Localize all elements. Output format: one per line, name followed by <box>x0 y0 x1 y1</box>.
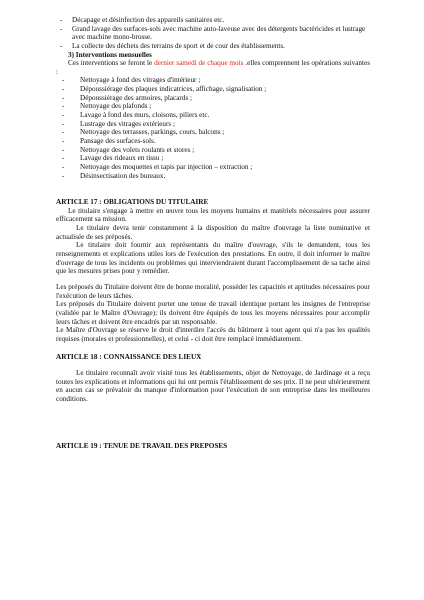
highlighted-schedule: dernier samedi de chaque mois <box>154 59 244 68</box>
list-item: - Dépoussiérage des plaques indicatrices, affichage, signalisation ; <box>56 85 370 94</box>
section-intro: Ces interventions se feront le dernier samedi de chaque mois .elles comprennent les opérations suivantes : <box>56 59 370 76</box>
top-bullet-list <box>56 16 370 51</box>
article-17-paragraph: Les préposés du Titulaire doivent porter une tenue de travail identique portant les insignes de l'entreprise (validée par le Maître d'Ouvrage); ils doivent être équipés de tous les moyens nécessaires pour accomplir leurs tâches et doivent être encadrés par un responsable. <box>56 300 370 326</box>
list-item: - Lavage à fond des murs, cloisons, piliers etc. <box>56 111 370 120</box>
article-17-paragraph: Le titulaire devra tenir constamment à la disposition du maître d'ouvrage la liste nominative et actualisée de ses préposés. <box>56 224 370 241</box>
monthly-operations-list <box>56 76 370 180</box>
article-17-paragraph: Les préposés du Titulaire doivent être de bonne moralité, posséder les capacités et aptitudes nécessaires pour l'exécution de leurs tâches. <box>56 282 370 300</box>
list-item: - Pansage des surfaces-sols. <box>56 137 370 146</box>
article-17-paragraph: Le titulaire doit fournir aux représentants du maître d'ouvrage, s'ils le demandent, tous les renseignements et explications utiles lors de l'exécution des prestations. En outre, il doit informer le maître d'ouvrage de tous les incidents ou problèmes qui interviendraient durant l'accomplissement de sa tache ainsi que les mesures prises pour y remédier. <box>56 241 370 276</box>
list-item: - Nettoyage des terrasses, parkings, cours, balcons ; <box>56 128 370 137</box>
list-item: - Nettoyage à fond des vitrages d'intérieur ; <box>56 76 370 85</box>
article-17-paragraph: Le Maître d'Ouvrage se réserve le droit d'interdire l'accès du bâtiment à tout agent qui n'a pas les qualités requises (morales et professionnelles), et celui - ci doit être remplacé immédiatement. <box>56 326 370 343</box>
list-item: - Grand lavage des surfaces-sols avec machine auto-laveuse avec des détergents bactéricides et lustrage avec machine mono-brosse. <box>56 25 370 42</box>
list-item: - Nettoyage des plafonds ; <box>56 102 370 111</box>
list-item: - Lustrage des vitrages extérieurs ; <box>56 120 370 129</box>
article-18-title: ARTICLE 18 : CONNAISSANCE DES LIEUX <box>56 353 202 362</box>
list-item: - Nettoyage des volets roulants et stores ; <box>56 146 370 155</box>
list-item: - Dépoussiérage des armoires, placards ; <box>56 94 370 103</box>
article-17-title: ARTICLE 17 : OBLIGATIONS DU TITULAIRE <box>56 198 209 207</box>
list-item: - Désinsectisation des bureaux. <box>56 172 370 181</box>
list-item: - Décapage et désinfection des appareils sanitaires etc. <box>56 16 370 25</box>
list-item: - Nettoyage des moquettes et tapis par injection – extraction ; <box>56 163 370 172</box>
article-17-paragraph: Le titulaire s'engage à mettre en œuvre tous les moyens humains et matériels nécessaires pour assurer efficacement sa mission. <box>56 206 370 224</box>
section-heading-monthly: 3) Interventions mensuelles <box>68 50 152 59</box>
article-19-title: ARTICLE 19 : TENUE DE TRAVAIL DES PREPOSES <box>56 441 228 450</box>
list-item: - La collecte des déchets des terrains de sport et de cour des établissements. <box>56 42 370 51</box>
list-item: - Lavage des rideaux en tissu ; <box>56 154 370 163</box>
article-18-paragraph: Le titulaire reconnaît avoir visité tous les établissements, objet de Nettoyage, de Jardinage et a reçu toutes les explications et informations qui lui ont permis l'établissement de ses prix. Il ne peut ultérieurement en aucun cas se prévaloir du manque d'information pour l'exécution de son entreprise dans les meilleures conditions. <box>56 369 370 403</box>
